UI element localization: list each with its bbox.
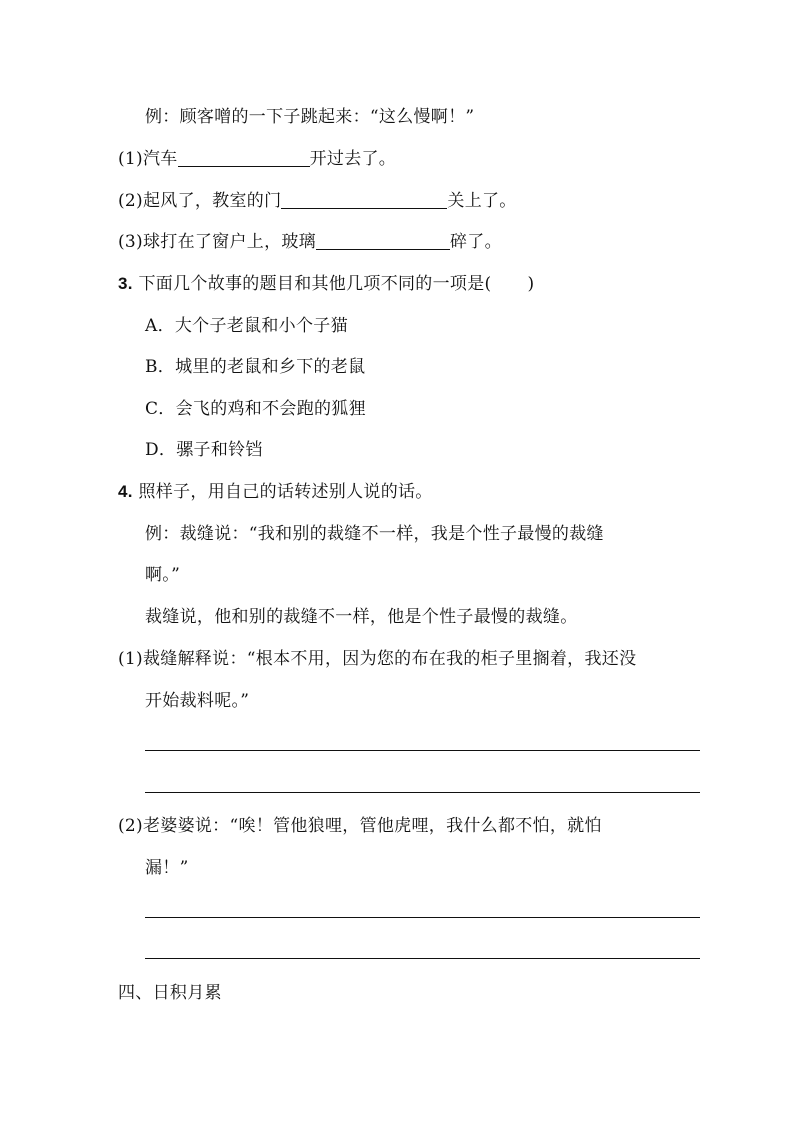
- q4-item-1-line-2: 开始裁料呢。”: [145, 691, 250, 711]
- q4-item-1-line-1: (1)裁缝解释说：“根本不用，因为您的布在我的柜子里搁着，我还没: [118, 649, 637, 669]
- item-1-prefix: (1)汽车: [118, 149, 178, 169]
- question-4-instruction: 照样子，用自己的话转述别人说的话。: [138, 482, 433, 502]
- fill-blank-item-3: [118, 231, 502, 253]
- q4-item-2-line-1: (2)老婆婆说：“唉！管他狼哩，管他虎哩，我什么都不怕，就怕: [118, 816, 602, 836]
- option-b[interactable]: B．城里的老鼠和乡下的老鼠: [145, 357, 366, 377]
- answer-line[interactable]: [145, 792, 700, 793]
- answer-line[interactable]: [145, 958, 700, 959]
- question-4: [118, 481, 433, 503]
- q4-example-answer: 裁缝说，他和别的裁缝不一样，他是个性子最慢的裁缝。: [145, 607, 578, 627]
- answer-line[interactable]: [145, 750, 700, 751]
- answer-line[interactable]: [145, 917, 700, 918]
- option-c[interactable]: C．会飞的鸡和不会跑的狐狸: [145, 399, 366, 419]
- item-3-suffix: 碎了。: [449, 232, 502, 252]
- question-3-text: 下面几个故事的题目和其他几项不同的一项是(: [138, 274, 492, 294]
- question-3-close-paren: ): [527, 274, 535, 294]
- q4-example-line-1: 例：裁缝说：“我和别的裁缝不一样，我是个性子最慢的裁缝: [145, 524, 604, 544]
- answer-blank-2[interactable]: [281, 190, 447, 209]
- item-2-prefix: (2)起风了，教室的门: [118, 191, 282, 211]
- item-1-suffix: 开过去了。: [309, 149, 397, 169]
- item-3-prefix: (3)球打在了窗户上，玻璃: [118, 232, 316, 252]
- item-2-suffix: 关上了。: [447, 191, 517, 211]
- example-sentence: 例：顾客噌的一下子跳起来：“这么慢啊！”: [145, 107, 475, 127]
- option-a[interactable]: A．大个子老鼠和小个子猫: [145, 316, 348, 336]
- section-4-heading: 四、日积月累: [118, 983, 222, 1003]
- q4-item-2-line-2: 漏！”: [145, 858, 189, 878]
- question-3-number: 3.: [118, 274, 133, 293]
- question-4-number: 4.: [118, 482, 133, 501]
- answer-blank-3[interactable]: [316, 231, 450, 250]
- question-3: [118, 273, 534, 295]
- fill-blank-item-2: [118, 190, 517, 212]
- q4-example-line-2: 啊。”: [145, 565, 181, 585]
- option-d[interactable]: D．骡子和铃铛: [145, 440, 263, 460]
- answer-blank-1[interactable]: [178, 148, 310, 167]
- fill-blank-item-1: [118, 148, 396, 170]
